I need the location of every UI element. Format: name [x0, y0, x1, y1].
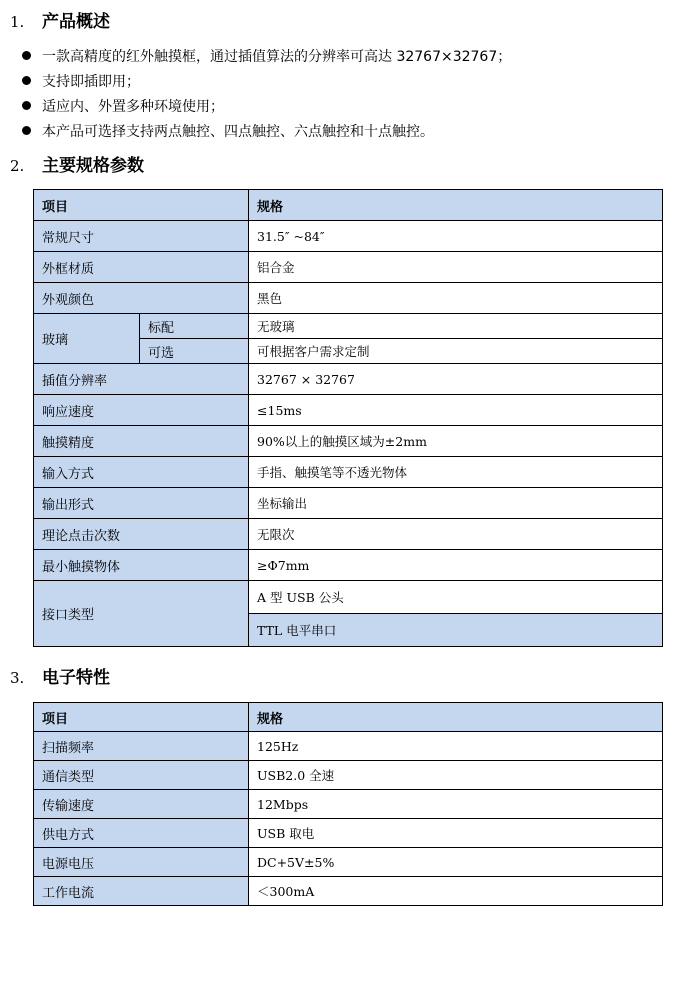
- row-spec: ≥Φ7mm: [249, 550, 663, 581]
- row-spec: USB 取电: [249, 819, 663, 848]
- table-row: [34, 519, 663, 550]
- row-spec: 12Mbps: [249, 790, 663, 819]
- table-row: [34, 252, 663, 283]
- row-item: 扫描频率: [34, 732, 249, 761]
- list-item: [22, 45, 511, 70]
- row-spec: 125Hz: [249, 732, 663, 761]
- table-header-row: [34, 703, 663, 732]
- glass-item: 玻璃: [34, 314, 140, 364]
- bullet-icon: [22, 76, 31, 85]
- bullet-icon: [22, 126, 31, 135]
- bullet-icon: [22, 51, 31, 60]
- table-row: [34, 364, 663, 395]
- bullet-text: 支持即插即用；: [42, 74, 140, 90]
- table-row: [34, 877, 663, 906]
- row-spec: 31.5″ ~84″: [249, 221, 663, 252]
- row-spec: ≤15ms: [249, 395, 663, 426]
- header-spec: 规格: [249, 703, 663, 732]
- row-item: 理论点击次数: [34, 519, 249, 550]
- section-2-title: 主要规格参数: [42, 156, 144, 176]
- table-row: [34, 581, 663, 614]
- row-item: 通信类型: [34, 761, 249, 790]
- row-item: 供电方式: [34, 819, 249, 848]
- overview-bullet-list: [22, 45, 511, 145]
- header-item: 项目: [34, 703, 249, 732]
- section-1-title: 产品概述: [42, 12, 110, 32]
- bullet-icon: [22, 101, 31, 110]
- row-item: 外观颜色: [34, 283, 249, 314]
- row-item: 响应速度: [34, 395, 249, 426]
- table-row: [34, 848, 663, 877]
- section-2-number: 2.: [10, 157, 25, 175]
- interface-spec-usb: A 型 USB 公头: [249, 581, 663, 614]
- interface-spec-ttl: TTL 电平串口: [249, 614, 663, 647]
- row-spec: 黑色: [249, 283, 663, 314]
- row-item: 外框材质: [34, 252, 249, 283]
- row-item: 工作电流: [34, 877, 249, 906]
- row-item: 传输速度: [34, 790, 249, 819]
- list-item: [22, 95, 511, 120]
- interface-item: 接口类型: [34, 581, 249, 647]
- section-1-number: 1.: [10, 13, 25, 31]
- glass-spec-standard: 无玻璃: [249, 314, 663, 339]
- table-row: [34, 732, 663, 761]
- section-2-heading: [10, 154, 144, 178]
- table-row: [34, 550, 663, 581]
- table-row: [34, 221, 663, 252]
- row-spec: 32767 × 32767: [249, 364, 663, 395]
- section-1-heading: [10, 10, 110, 34]
- row-spec: 手指、触摸笔等不透光物体: [249, 457, 663, 488]
- table-row: [34, 457, 663, 488]
- glass-sub-standard: 标配: [140, 314, 249, 339]
- row-spec: ＜300mA: [249, 877, 663, 906]
- section-3-heading: [10, 666, 110, 690]
- row-item: 触摸精度: [34, 426, 249, 457]
- glass-sub-optional: 可选: [140, 339, 249, 364]
- table-row: [34, 761, 663, 790]
- header-item: 项目: [34, 190, 249, 221]
- table-row: [34, 488, 663, 519]
- row-spec: 无限次: [249, 519, 663, 550]
- row-item: 插值分辨率: [34, 364, 249, 395]
- bullet-text: 适应内、外置多种环境使用；: [42, 99, 224, 115]
- row-spec: 90%以上的触摸区域为±2mm: [249, 426, 663, 457]
- row-spec: 坐标输出: [249, 488, 663, 519]
- row-item: 常规尺寸: [34, 221, 249, 252]
- table-row: [34, 395, 663, 426]
- header-spec: 规格: [249, 190, 663, 221]
- row-spec: 铝合金: [249, 252, 663, 283]
- row-spec: DC+5V±5%: [249, 848, 663, 877]
- bullet-text: 一款高精度的红外触摸框，通过插值算法的分辨率可高达 32767×32767；: [42, 49, 512, 65]
- table-row: [34, 426, 663, 457]
- section-3-title: 电子特性: [42, 668, 110, 688]
- table-header-row: [34, 190, 663, 221]
- table-row: [34, 283, 663, 314]
- table-row: [34, 790, 663, 819]
- section-3-number: 3.: [10, 669, 25, 687]
- electrical-table: [33, 702, 663, 906]
- row-spec: USB2.0 全速: [249, 761, 663, 790]
- glass-spec-optional: 可根据客户需求定制: [249, 339, 663, 364]
- bullet-text: 本产品可选择支持两点触控、四点触控、六点触控和十点触控。: [42, 124, 434, 140]
- table-row: [34, 314, 663, 339]
- row-item: 输入方式: [34, 457, 249, 488]
- list-item: [22, 120, 511, 145]
- list-item: [22, 70, 511, 95]
- row-item: 最小触摸物体: [34, 550, 249, 581]
- table-row: [34, 819, 663, 848]
- row-item: 电源电压: [34, 848, 249, 877]
- spec-table: [33, 189, 663, 647]
- row-item: 输出形式: [34, 488, 249, 519]
